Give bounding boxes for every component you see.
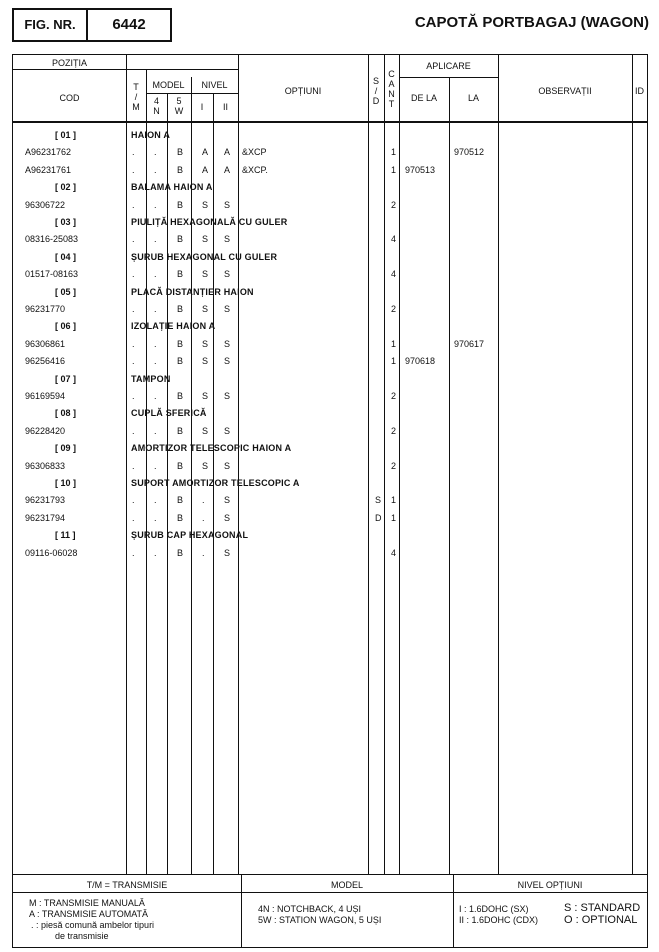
- part-tm: .: [132, 425, 135, 436]
- legend-top-rule: [13, 874, 647, 875]
- position-number: [ 01 ]: [55, 130, 77, 140]
- part-nivel-2: S: [224, 356, 231, 367]
- part-model-4n: .: [154, 269, 157, 280]
- part-nivel-1: A: [202, 147, 209, 158]
- legend-title-rule: [13, 892, 647, 893]
- part-tm: .: [132, 164, 135, 175]
- part-tm: .: [132, 147, 135, 158]
- header-nivel-2: II: [222, 102, 228, 112]
- legend-nivel-1: I : 1.6DOHC (SX): [459, 904, 529, 914]
- part-cant: 1: [391, 164, 397, 175]
- part-model-5w: B: [177, 495, 184, 506]
- figure-label: FIG. NR.: [14, 10, 88, 40]
- part-model-5w: B: [177, 147, 184, 158]
- position-name: HAION A: [131, 130, 171, 140]
- part-model-4n: .: [154, 460, 157, 471]
- header-cant: C A N T: [388, 69, 395, 109]
- part-cant: 1: [391, 495, 397, 506]
- part-model-5w: B: [177, 164, 184, 175]
- legend-nivel-title: NIVEL OPȚIUNI: [517, 880, 583, 890]
- part-code: 01517-08163: [25, 269, 79, 280]
- position-row: [13, 475, 649, 492]
- part-nivel-1: .: [202, 495, 205, 506]
- part-nivel-1: S: [202, 356, 209, 367]
- table-row: [13, 197, 649, 214]
- part-cant: 4: [391, 269, 397, 280]
- position-row: [13, 405, 649, 422]
- part-cant: 1: [391, 147, 397, 158]
- part-code: A96231762: [25, 147, 72, 158]
- part-tm: .: [132, 356, 135, 367]
- part-nivel-2: A: [224, 147, 231, 158]
- part-model-4n: .: [154, 425, 157, 436]
- part-model-5w: B: [177, 199, 184, 210]
- part-nivel-1: S: [202, 234, 209, 245]
- position-name: TAMPON: [131, 373, 171, 384]
- position-number: [ 11 ]: [55, 530, 76, 541]
- part-nivel-2: S: [224, 234, 231, 245]
- part-tm: .: [132, 199, 135, 210]
- legend-optional: O : OPTIONAL: [564, 914, 638, 926]
- header-model: MODEL: [152, 80, 185, 90]
- position-name: ȘURUB HEXAGONAL CU GULER: [131, 251, 278, 262]
- position-row: [13, 127, 649, 144]
- part-model-5w: B: [177, 269, 184, 280]
- part-code: 96306861: [25, 338, 66, 349]
- part-tm: .: [132, 460, 135, 471]
- part-nivel-2: S: [224, 425, 231, 436]
- table-row: [13, 423, 649, 440]
- part-nivel-2: A: [224, 164, 231, 175]
- legend-tm-common: . : piesă comună ambelor tipuri: [31, 920, 155, 930]
- part-model-5w: B: [177, 356, 184, 367]
- part-nivel-2: S: [224, 547, 231, 558]
- part-nivel-1: S: [202, 199, 209, 210]
- legend-model-title: MODEL: [330, 880, 363, 890]
- page-title: CAPOTĂ PORTBAGAJ (WAGON): [414, 14, 649, 31]
- part-tm: .: [132, 391, 135, 401]
- part-tm: .: [132, 547, 135, 558]
- legend-tm-m: M : TRANSMISIE MANUALĂ: [29, 898, 145, 908]
- table-row: [13, 510, 649, 527]
- part-code: 96169594: [25, 391, 66, 401]
- position-row: [13, 284, 649, 301]
- part-model-4n: .: [154, 199, 157, 210]
- part-nivel-2: S: [224, 338, 231, 349]
- position-number: [ 07 ]: [55, 373, 77, 384]
- parts-table: [12, 54, 648, 948]
- position-name: AMORTIZOR TELESCOPIC HAION A: [131, 443, 292, 454]
- header-observatii: OBSERVAȚII: [538, 86, 592, 96]
- part-dela: 970513: [405, 164, 436, 175]
- position-number: [ 04 ]: [55, 251, 77, 262]
- part-model-5w: B: [177, 547, 184, 558]
- part-tm: .: [132, 512, 135, 523]
- header-nivel-1: I: [200, 102, 204, 112]
- part-model-4n: .: [154, 234, 157, 245]
- part-nivel-1: .: [202, 547, 205, 558]
- table-row: [13, 336, 649, 353]
- part-code: 96231794: [25, 512, 66, 523]
- header-sd: S / D: [372, 76, 380, 106]
- table-row: [13, 266, 649, 283]
- table-row: [13, 144, 649, 161]
- part-nivel-2: S: [224, 495, 231, 506]
- position-row: [13, 179, 649, 196]
- position-name: PLACĂ DISTANȚIER HAION: [131, 286, 254, 297]
- position-name: PIULIȚĂ HEXAGONALĂ CU GULER: [131, 217, 288, 227]
- position-row: [13, 527, 649, 544]
- legend-tm-title: T/M = TRANSMISIE: [86, 880, 168, 890]
- header-la: LA: [467, 93, 479, 103]
- header-tm: T / M: [132, 82, 140, 112]
- part-model-4n: .: [154, 391, 157, 401]
- part-code: A96231761: [25, 164, 72, 175]
- part-optiuni: &XCP.: [242, 164, 268, 175]
- part-code: 96231793: [25, 495, 66, 506]
- part-cant: 2: [391, 199, 397, 210]
- header-aplicare: APLICARE: [426, 61, 471, 71]
- part-nivel-2: S: [224, 304, 231, 314]
- part-optiuni: &XCP: [242, 147, 267, 158]
- table-row: [13, 388, 649, 405]
- position-number: [ 05 ]: [55, 286, 77, 297]
- part-la: 970617: [454, 338, 485, 349]
- part-model-4n: .: [154, 304, 157, 314]
- header-pozitia: POZIȚIA: [51, 58, 87, 68]
- part-model-5w: B: [177, 391, 184, 401]
- part-nivel-1: S: [202, 338, 209, 349]
- table-row: [13, 231, 649, 248]
- part-cant: 1: [391, 338, 397, 349]
- position-number: [ 08 ]: [55, 408, 77, 419]
- position-name: BALAMA HAION A: [131, 182, 213, 193]
- position-row: [13, 371, 649, 388]
- part-cant: 2: [391, 304, 397, 314]
- part-model-4n: .: [154, 547, 157, 558]
- header-cod: COD: [59, 93, 80, 103]
- header-optiuni: OPȚIUNI: [284, 86, 322, 96]
- table-row: [13, 492, 649, 509]
- part-model-4n: .: [154, 356, 157, 367]
- part-sd: S: [375, 495, 382, 506]
- part-dela: 970618: [405, 356, 436, 367]
- position-number: [ 10 ]: [55, 478, 77, 488]
- position-name: CUPLĂ SFERICĂ: [131, 408, 207, 419]
- part-code: 96228420: [25, 425, 66, 436]
- part-tm: .: [132, 234, 135, 245]
- position-number: [ 02 ]: [55, 182, 77, 193]
- part-nivel-2: S: [224, 512, 231, 523]
- part-cant: 2: [391, 391, 397, 401]
- part-model-5w: B: [177, 304, 184, 314]
- part-nivel-1: .: [202, 512, 205, 523]
- legend-nivel-2: II : 1.6DOHC (CDX): [459, 915, 539, 925]
- part-nivel-1: A: [202, 164, 209, 175]
- part-nivel-1: S: [202, 425, 209, 436]
- table-row: [13, 301, 649, 318]
- header-model-5w: 5 W: [174, 96, 184, 116]
- part-cant: 4: [391, 547, 397, 558]
- position-name: SUPORT AMORTIZOR TELESCOPIC A: [131, 478, 300, 488]
- table-row: [13, 162, 649, 179]
- part-model-5w: B: [177, 338, 184, 349]
- figure-number-box: [12, 8, 172, 42]
- header-bottom-rule: [13, 121, 647, 123]
- part-model-5w: B: [177, 512, 184, 523]
- part-nivel-1: S: [202, 304, 209, 314]
- legend-model-4n: 4N : NOTCHBACK, 4 UȘI: [258, 904, 362, 914]
- part-code: 09116-06028: [25, 547, 78, 558]
- legend-standard: S : STANDARD: [564, 902, 641, 914]
- part-tm: .: [132, 495, 135, 506]
- table-row: [13, 458, 649, 475]
- part-model-4n: .: [154, 147, 157, 158]
- part-code: 08316-25083: [25, 234, 79, 245]
- part-nivel-1: S: [202, 269, 209, 280]
- header-id: ID: [635, 86, 644, 96]
- part-model-4n: .: [154, 512, 157, 523]
- legend-model-5w: 5W : STATION WAGON, 5 UȘI: [258, 915, 382, 925]
- legend-tm-a: A : TRANSMISIE AUTOMATĂ: [29, 909, 149, 919]
- position-number: [ 09 ]: [55, 443, 77, 454]
- part-model-5w: B: [177, 234, 184, 245]
- header-dela: DE LA: [410, 93, 437, 103]
- position-row: [13, 214, 649, 231]
- part-nivel-1: S: [202, 391, 209, 401]
- legend-tm-common-2: de transmisie: [55, 931, 109, 941]
- position-name: IZOLAȚIE HAION A: [131, 321, 216, 332]
- position-name: ȘURUB CAP HEXAGONAL: [131, 530, 249, 541]
- part-nivel-1: S: [202, 460, 209, 471]
- position-row: [13, 249, 649, 266]
- part-nivel-2: S: [224, 199, 231, 210]
- part-model-4n: .: [154, 164, 157, 175]
- part-la: 970512: [454, 147, 485, 158]
- part-tm: .: [132, 304, 135, 314]
- part-cant: 4: [391, 234, 397, 245]
- part-model-4n: .: [154, 338, 157, 349]
- part-code: 96231770: [25, 304, 66, 314]
- part-nivel-2: S: [224, 460, 231, 471]
- part-cant: 1: [391, 356, 397, 367]
- position-row: [13, 440, 649, 457]
- part-sd: D: [375, 512, 382, 523]
- part-model-4n: .: [154, 495, 157, 506]
- part-code: 96306833: [25, 460, 66, 471]
- position-number: [ 06 ]: [55, 321, 77, 332]
- part-model-5w: B: [177, 425, 184, 436]
- header-model-4n: 4 N: [153, 96, 160, 116]
- part-tm: .: [132, 338, 135, 349]
- part-tm: .: [132, 269, 135, 280]
- table-row: [13, 545, 649, 562]
- part-code: 96306722: [25, 199, 66, 210]
- part-code: 96256416: [25, 356, 66, 367]
- part-model-5w: B: [177, 460, 184, 471]
- figure-number: 6442: [112, 16, 146, 33]
- part-cant: 2: [391, 460, 397, 471]
- position-number: [ 03 ]: [55, 217, 77, 227]
- table-row: [13, 353, 649, 370]
- part-cant: 1: [391, 512, 397, 523]
- part-cant: 2: [391, 425, 397, 436]
- position-row: [13, 318, 649, 335]
- parts-table-body: [13, 127, 649, 867]
- part-nivel-2: S: [224, 269, 231, 280]
- header-nivel: NIVEL: [201, 80, 228, 90]
- part-nivel-2: S: [224, 391, 231, 401]
